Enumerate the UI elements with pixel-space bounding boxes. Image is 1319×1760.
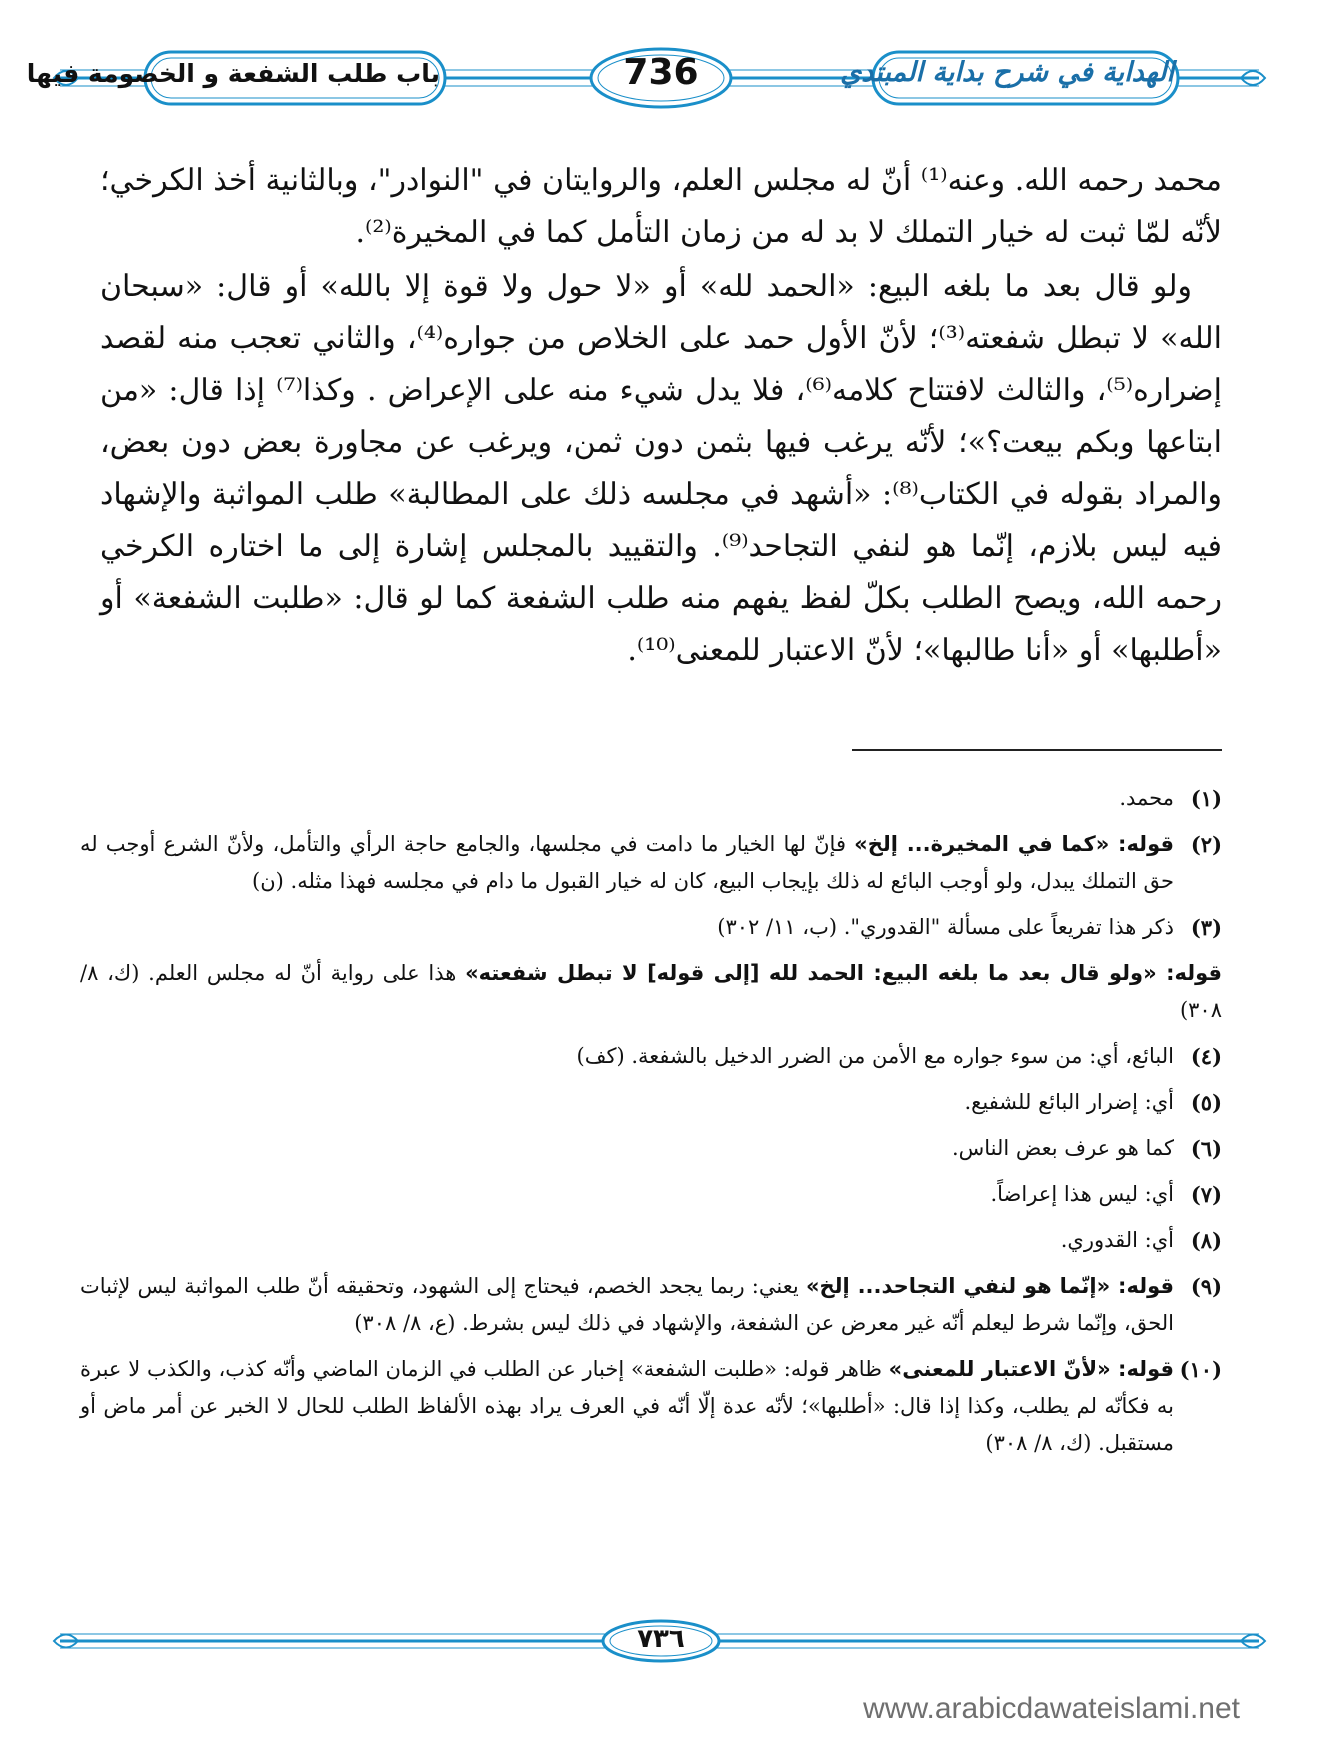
- page-footer: [50, 1618, 1269, 1664]
- paragraph-1: محمد رحمه الله. وعنه⁽¹⁾ أنّ له مجلس العلم، والروايتان في "النوادر"، وبالثانية أخذ الكرخي؛ لأنّه لمّا ثبت له خيار التملك لا بد له من زمان التأمل كما في المخيرة⁽²⁾.: [100, 163, 1222, 250]
- paragraph-2: ولو قال بعد ما بلغه البيع: «الحمد لله» أو «لا حول ولا قوة إلا بالله» أو قال: «سبحان الله» لا تبطل شفعته⁽³⁾؛ لأنّ الأول حمد على الخلاص من جواره⁽⁴⁾، والثاني تعجب منه لقصد إضراره⁽⁵⁾، والثالث لافتتاح كلامه⁽⁶⁾، فلا يدل شيء منه على الإعراض . وكذا⁽⁷⁾ إذا قال: «من ابتاعها وبكم بيعت؟»؛ لأنّه يرغب فيها بثمن دون ثمن، ويرغب عن مجاورة بعض دون بعض، والمراد بقوله في الكتاب⁽⁸⁾: «أشهد في مجلسه ذلك على المطالبة» طلب المواثبة والإشهاد فيه ليس بلازم، إنّما هو لنفي التجاحد⁽⁹⁾. والتقييد بالمجلس إشارة إلى ما اختاره الكرخي رحمه الله، ويصح الطلب بكلّ لفظ يفهم منه طلب الشفعة كما لو قال: «طلبت الشفعة» أو «أطلبها» أو «أنا طالبها»؛ لأنّ الاعتبار للمعنى⁽¹⁰⁾.: [100, 269, 1223, 668]
- footnote-text: هذا على رواية أنّ له مجلس العلم. (ك، ٨/ ٣٠٨): [80, 961, 1222, 1022]
- footnote-text: كما هو عرف بعض الناس.: [951, 1136, 1174, 1160]
- footnote-text: أي: القدوري.: [1060, 1228, 1174, 1252]
- footnote-comment: [80, 955, 1222, 1029]
- website-watermark[interactable]: www.arabicdawateislami.net: [863, 1692, 1240, 1725]
- book-title: الهداية في شرح بداية المبتدي: [840, 57, 1174, 88]
- footnote-lemma: قوله: «كما في المخيرة... إلخ»: [854, 832, 1174, 856]
- footnote-text: فإنّ لها الخيار ما دامت في مجلسها، والجامع حاجة الرأي والتأمل، ولأنّ الشرع أوجب له حق التملك يبدل، ولو أوجب البائع له ذلك بإيجاب البيع، كان له خيار القبول ما دام في مجلسه فهذا مثله. (ن): [80, 832, 1174, 893]
- footnote-1: [80, 780, 1222, 817]
- footnote-8: [80, 1222, 1222, 1259]
- footnote-text: أي: إضرار البائع للشفيع.: [964, 1090, 1174, 1114]
- footnote-7: [80, 1176, 1222, 1213]
- footnote-number: (١): [1190, 786, 1222, 811]
- footnote-number: (٣): [1190, 915, 1222, 940]
- footnote-lemma: قوله: «ولو قال بعد ما بلغه البيع: الحمد لله [إلى قوله] لا تبطل شفعته»: [465, 961, 1223, 985]
- page-number-bottom: ٧٣٦: [637, 1624, 685, 1654]
- footnote-text: أي: ليس هذا إعراضاً.: [990, 1182, 1174, 1206]
- page-header: [26, 46, 1269, 110]
- footnote-separator: [852, 749, 1222, 751]
- footnote-3: [80, 909, 1222, 946]
- footnote-lemma: قوله: «لأنّ الاعتبار للمعنى»: [888, 1357, 1174, 1381]
- footnote-text: محمد.: [1119, 786, 1174, 810]
- footnote-number: (٥): [1190, 1090, 1222, 1115]
- footnote-lemma: قوله: «إنّما هو لنفي التجاحد... إلخ»: [805, 1274, 1174, 1298]
- footnote-number: (٢): [1190, 832, 1222, 857]
- footnote-6: [80, 1130, 1222, 1167]
- footnotes: [80, 780, 1222, 1471]
- footnote-2: [80, 826, 1222, 900]
- page-number-top: 736: [623, 52, 699, 93]
- footnote-4: [80, 1038, 1222, 1075]
- footnote-number: (٦): [1190, 1136, 1222, 1161]
- footnote-number: (١٠): [1179, 1357, 1222, 1382]
- footnote-number: (٧): [1190, 1182, 1222, 1207]
- footnote-text: ظاهر قوله: «طلبت الشفعة» إخبار عن الطلب في الزمان الماضي وأنّه كذب، والكذب لا عبرة به فكأنّه لم يطلب، وكذا إذا قال: «أطلبها»؛ لأنّه عدة إلّا أنّه في العرف يراد بهذه الألفاظ الطلب للحال لا الخبر عن أمر ماض أو مستقبل. (ك، ٨/ ٣٠٨): [80, 1357, 1174, 1455]
- footnote-10: [80, 1351, 1222, 1462]
- footnote-text: البائع، أي: من سوء جواره مع الأمن من الضرر الدخيل بالشفعة. (كف): [576, 1044, 1174, 1068]
- footnote-number: (٩): [1190, 1274, 1222, 1299]
- footnote-number: (٨): [1190, 1228, 1222, 1253]
- main-text: [100, 155, 1222, 679]
- footnote-5: [80, 1084, 1222, 1121]
- footnote-text: يعني: ربما يجحد الخصم، فيحتاج إلى الشهود، وتحقيقه أنّ طلب المواثبة ليس لإثبات الحق، وإنّما شرط ليعلم أنّه غير معرض عن الشفعة، والإشهاد في ذلك ليس بشرط. (ع، ٨/ ٣٠٨): [80, 1274, 1174, 1335]
- footnote-9: [80, 1268, 1222, 1342]
- chapter-title: باب طلب الشفعة و الخصومة فيها: [26, 59, 440, 88]
- footnote-text: ذكر هذا تفريعاً على مسألة "القدوري". (ب، ١١/ ٣٠٢): [717, 915, 1174, 939]
- footnote-number: (٤): [1190, 1044, 1222, 1069]
